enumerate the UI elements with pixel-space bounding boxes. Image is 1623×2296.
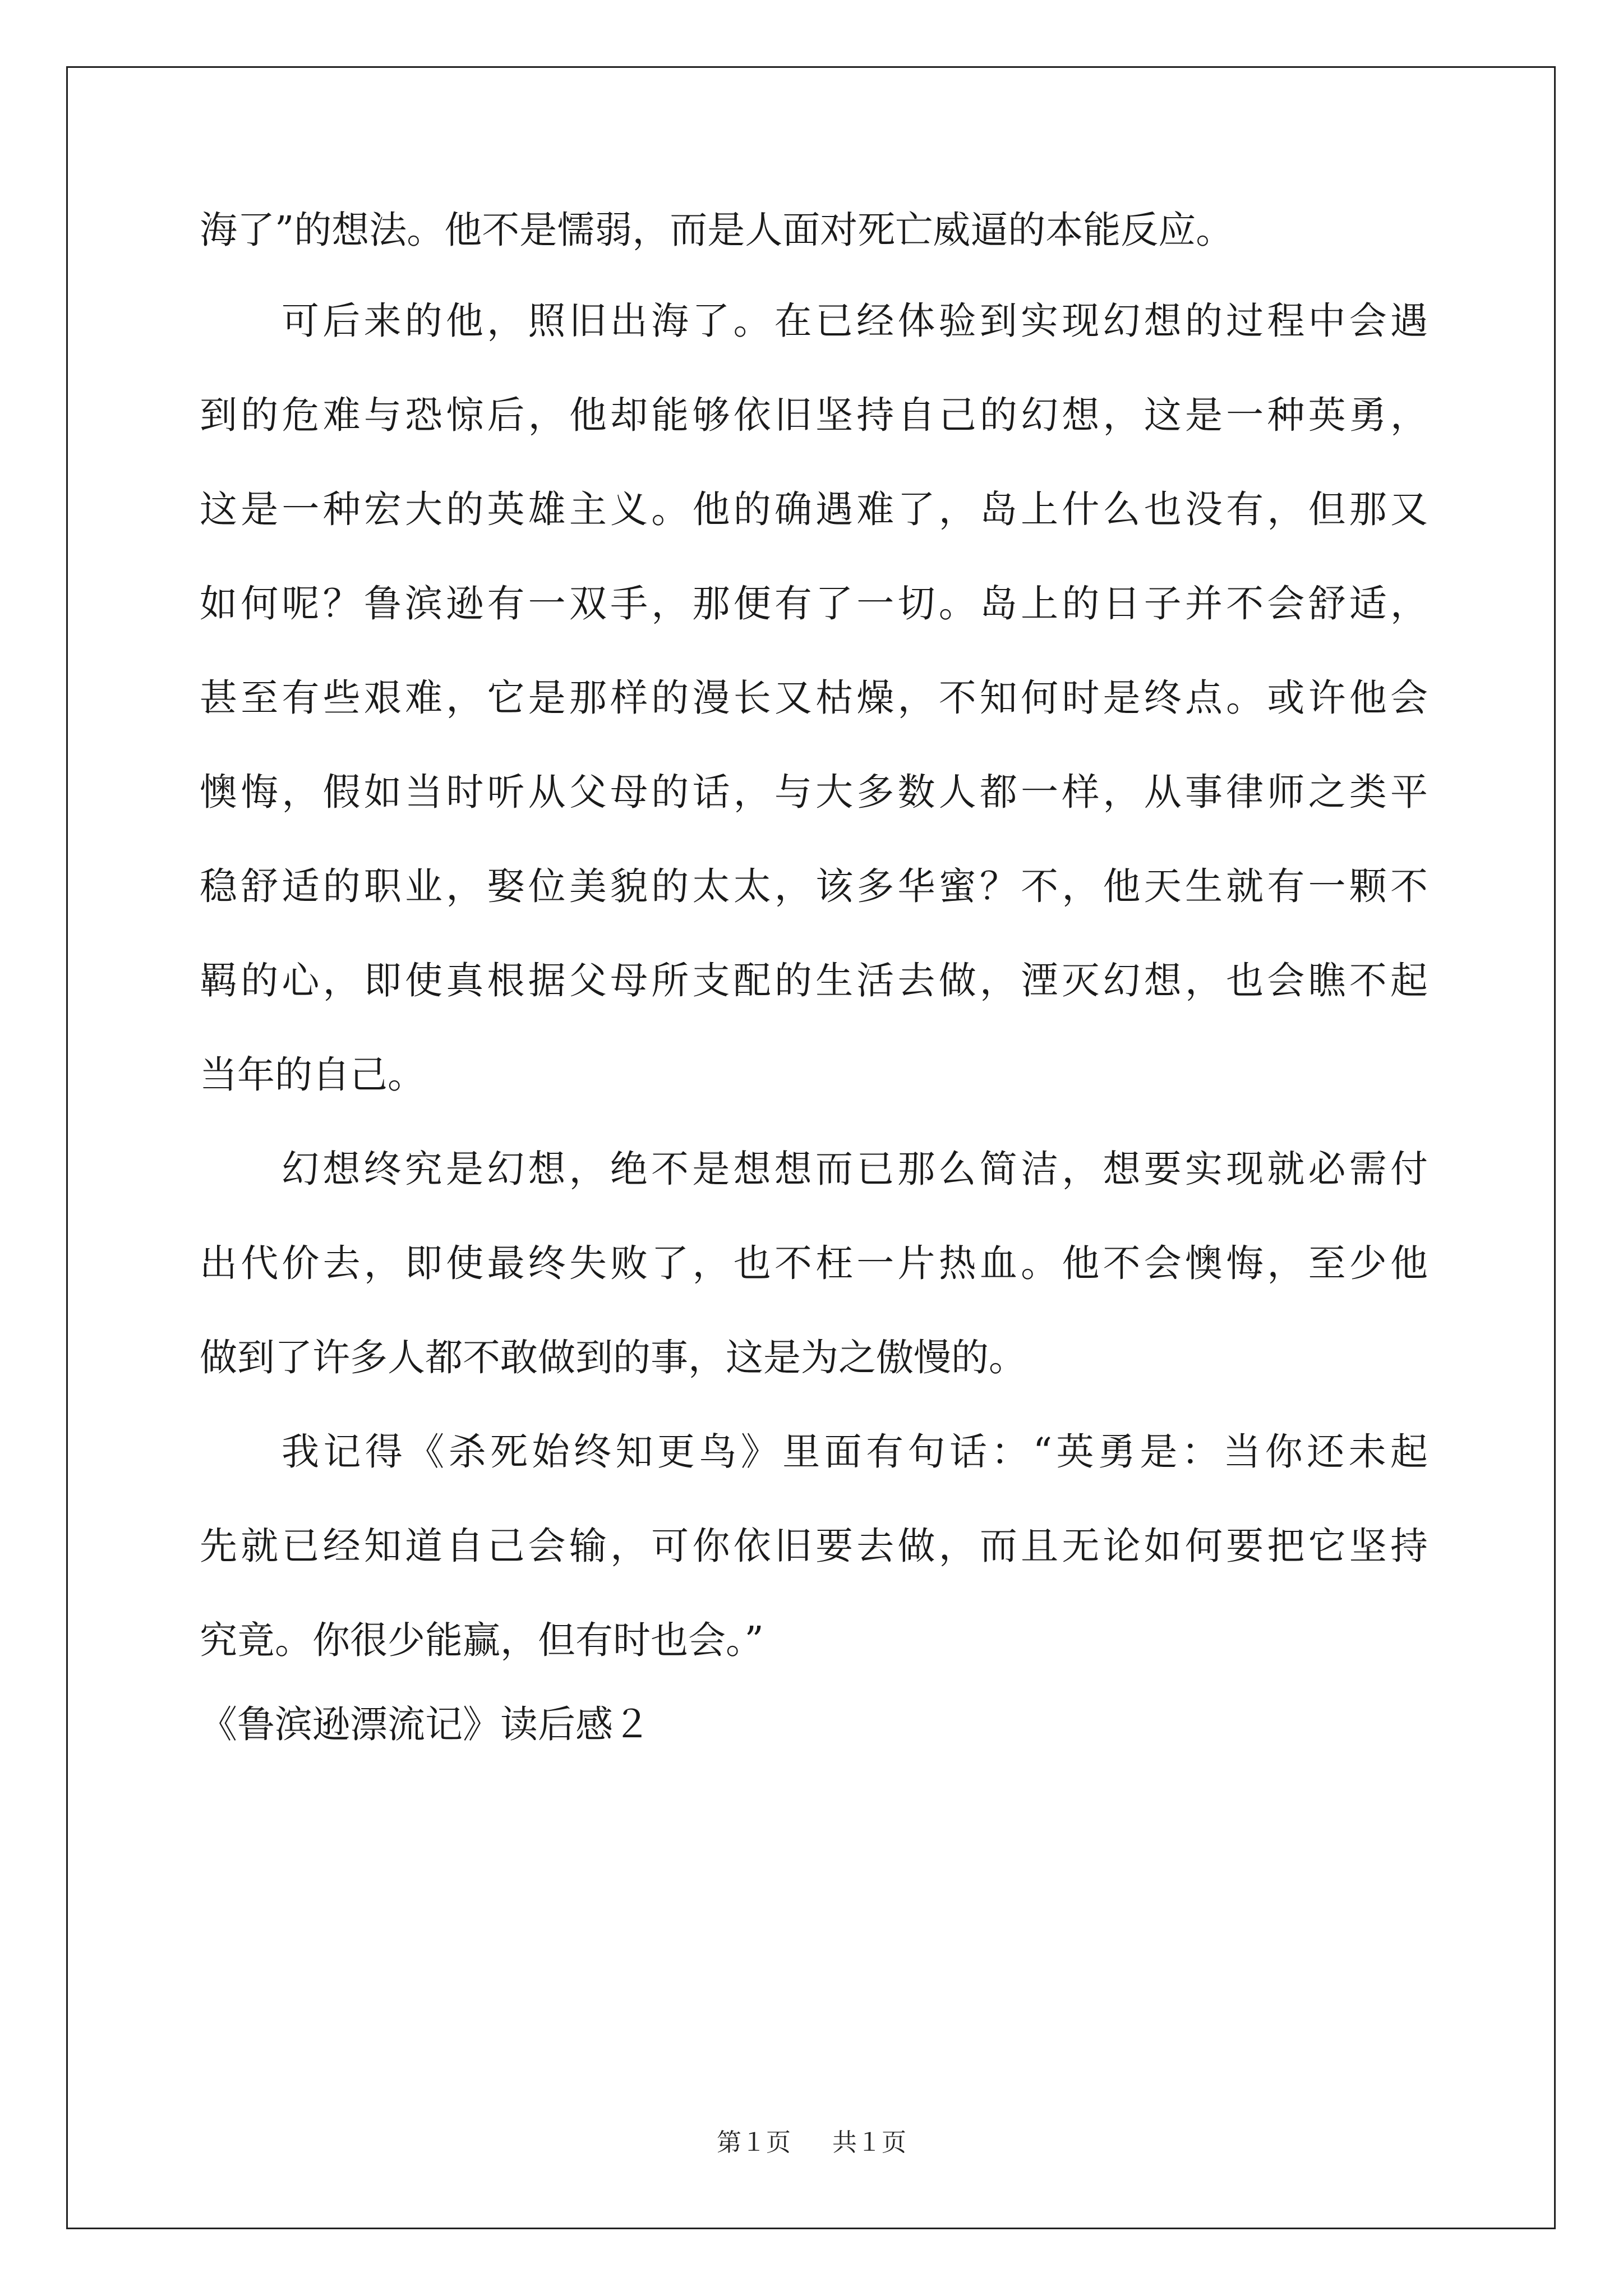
paragraph-line: 如何呢？鲁滨逊有一双手，那便有了一切。岛上的日子并不会舒适， (200, 582, 1428, 625)
section-heading: 《鲁滨逊漂流记》读后感２ (200, 1703, 651, 1746)
paragraph-line: 出代价去，即使最终失败了，也不枉一片热血。他不会懊悔，至少他 (200, 1241, 1428, 1285)
paragraph-line: 稳舒适的职业，娶位美貌的太太，该多华蜜？不，他天生就有一颗不 (200, 864, 1428, 908)
paragraph-line: 做到了许多人都不敢做到的事，这是为之傲慢的。 (200, 1336, 1026, 1379)
paragraph-line: 这是一种宏大的英雄主义。他的确遇难了，岛上什么也没有，但那又 (200, 487, 1428, 531)
paragraph-line: 我记得《杀死始终知更鸟》里面有句话：“英勇是：当你还未起 (282, 1430, 1428, 1474)
paragraph-line: 幻想终究是幻想，绝不是想想而已那么简洁，想要实现就必需付 (282, 1147, 1428, 1191)
paragraph-line: 到的危难与恐惊后，他却能够依旧坚持自己的幻想，这是一种英勇， (200, 393, 1428, 437)
page-total: 共１页 (832, 2128, 906, 2157)
paragraph-line: 懊悔，假如当时听从父母的话，与大多数人都一样，从事律师之类平 (200, 770, 1428, 814)
page-footer (0, 2126, 1623, 2160)
paragraph-line: 羁的心，即使真根据父母所支配的生活去做，湮灭幻想，也会瞧不起 (200, 959, 1428, 1002)
paragraph-line: 海了”的想法。他不是懦弱，而是人面对死亡威逼的本能反应。 (200, 208, 1234, 252)
paragraph-line: 先就已经知道自己会输，可你依旧要去做，而且无论如何要把它坚持 (200, 1524, 1428, 1568)
paragraph-line: 当年的自己。 (200, 1053, 425, 1097)
paragraph-line: 可后来的他，照旧出海了。在已经体验到实现幻想的过程中会遇 (282, 299, 1428, 343)
paragraph-line: 究竟。你很少能赢，但有时也会。” (200, 1618, 764, 1662)
paragraph-line: 甚至有些艰难，它是那样的漫长又枯燥，不知何时是终点。或许他会 (200, 676, 1428, 720)
page-number: 第１页 (717, 2128, 791, 2157)
